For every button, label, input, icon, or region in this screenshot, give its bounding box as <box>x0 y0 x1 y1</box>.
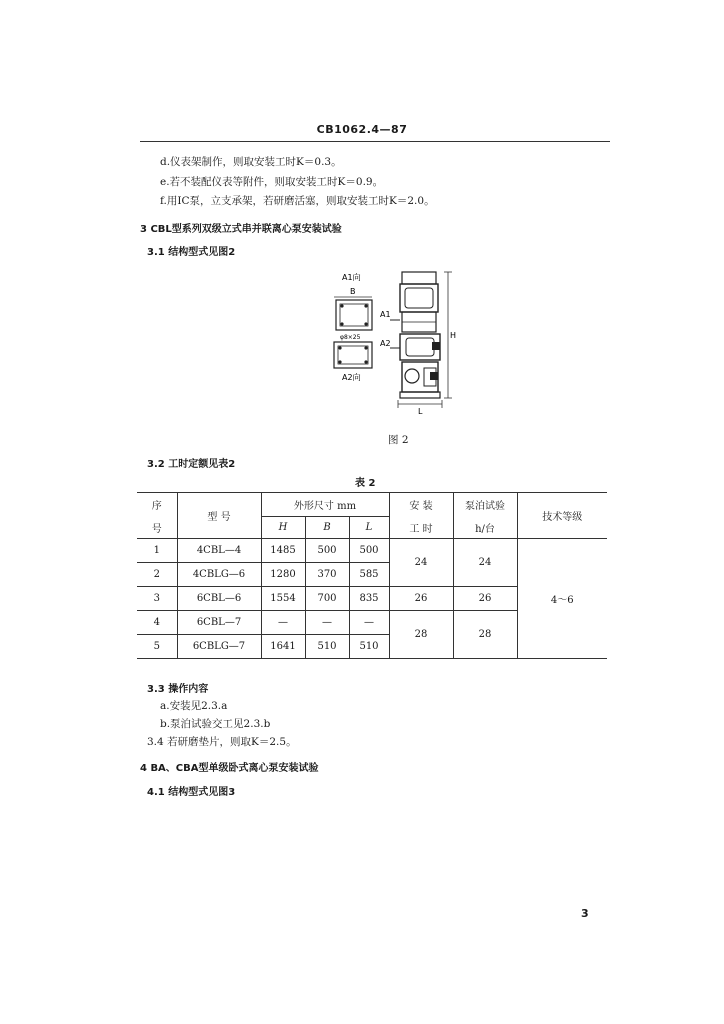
row-model: 6CBLG—7 <box>177 635 261 659</box>
col-install-header-top: 安 装 <box>389 493 453 517</box>
section-3-3-title: 3.3 操作内容 <box>147 684 209 695</box>
row-no: 4 <box>137 611 177 635</box>
fig-label-a1-view: A1向 <box>342 273 361 282</box>
document-code-header: CB1062.4—87 <box>316 123 408 136</box>
section-3-2-title: 3.2 工时定额见表2 <box>147 459 236 470</box>
grade-value: 4～6 <box>517 539 607 659</box>
row-b: 370 <box>305 563 349 587</box>
fig-label-h: H <box>450 331 457 340</box>
header-rule <box>140 141 610 142</box>
col-test-header-top: 泵泊试验 <box>453 493 517 517</box>
row-l: — <box>349 611 389 635</box>
section-4-title: 4 BA、CBA型单级卧式离心泵安装试验 <box>140 763 319 774</box>
fig-label-a1-side: A1 <box>380 310 391 319</box>
col-l-header: L <box>349 517 389 539</box>
row-l: 835 <box>349 587 389 611</box>
row-b: 510 <box>305 635 349 659</box>
col-grade-header: 技术等级 <box>517 493 607 539</box>
row-h: 1641 <box>261 635 305 659</box>
table-row <box>137 539 607 563</box>
seq-header-top: 序 <box>151 500 162 512</box>
page-number: 3 <box>581 907 589 920</box>
group-2-install: 26 <box>389 587 453 611</box>
row-h: 1485 <box>261 539 305 563</box>
col-test-header-bottom: h/台 <box>453 517 517 539</box>
section-3-1-title: 3.1 结构型式见图2 <box>147 247 236 258</box>
row-b: 700 <box>305 587 349 611</box>
col-install-header-bottom: 工 时 <box>389 517 453 539</box>
row-model: 6CBL—6 <box>177 587 261 611</box>
section-3-3-item-b: b.泵泊试验交工见2.3.b <box>160 718 271 730</box>
figure-2-caption: 图 2 <box>388 434 409 446</box>
row-b: — <box>305 611 349 635</box>
fig-label-a2-side: A2 <box>380 339 391 348</box>
row-model: 6CBL—7 <box>177 611 261 635</box>
item-d: d.仪表架制作，则取安装工时K＝0.3。 <box>160 156 342 168</box>
col-seq-header <box>137 493 177 539</box>
fig-label-l: L <box>418 407 423 416</box>
item-e: e.若不装配仪表等附件，则取安装工时K＝0.9。 <box>160 176 384 188</box>
row-l: 500 <box>349 539 389 563</box>
section-3-4-text: 3.4 若研磨垫片，则取K＝2.5。 <box>147 736 297 748</box>
seq-header-bottom: 号 <box>151 523 162 535</box>
fig-label-inner: φ8×25 <box>340 334 361 341</box>
section-3-title: 3 CBL型系列双级立式串并联离心泵安装试验 <box>140 224 342 235</box>
group-1-install: 24 <box>389 539 453 587</box>
row-h: 1554 <box>261 587 305 611</box>
row-no: 1 <box>137 539 177 563</box>
row-b: 500 <box>305 539 349 563</box>
group-3-test: 28 <box>453 611 517 659</box>
fig-label-a2-view: A2向 <box>342 373 361 382</box>
row-l: 510 <box>349 635 389 659</box>
group-3-install: 28 <box>389 611 453 659</box>
group-1-test: 24 <box>453 539 517 587</box>
row-no: 3 <box>137 587 177 611</box>
col-b-header: B <box>305 517 349 539</box>
row-h: 1280 <box>261 563 305 587</box>
col-dims-header: 外形尺寸 mm <box>261 493 389 517</box>
item-f: f.用IC泵，立支承架，若研磨活塞，则取安装工时K＝2.0。 <box>160 195 435 207</box>
col-h-header: H <box>261 517 305 539</box>
section-3-3-item-a: a.安装见2.3.a <box>160 700 228 712</box>
row-model: 4CBLG—6 <box>177 563 261 587</box>
col-model-header: 型 号 <box>177 493 261 539</box>
table-2-title: 表 2 <box>355 478 376 489</box>
table-2 <box>137 492 607 659</box>
section-4-1-title: 4.1 结构型式见图3 <box>147 787 236 798</box>
row-l: 585 <box>349 563 389 587</box>
row-h: — <box>261 611 305 635</box>
group-2-test: 26 <box>453 587 517 611</box>
row-model: 4CBL—4 <box>177 539 261 563</box>
figure-2-drawing <box>320 262 470 422</box>
fig-label-b: B <box>350 287 356 296</box>
row-no: 2 <box>137 563 177 587</box>
row-no: 5 <box>137 635 177 659</box>
